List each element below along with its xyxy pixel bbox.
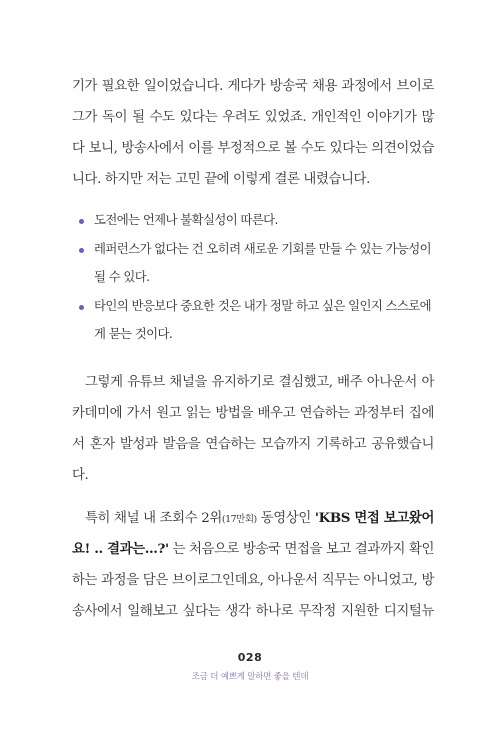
bullet-item [78, 206, 418, 234]
paragraph-2-line: 그렇게 유튜브 채널을 유지하기로 결심했고, 배주 아나운서 아 [85, 375, 434, 390]
bullet-line: 레퍼런스가 없다는 건 오히려 새로운 기회를 만들 수 있는 가능성이 [94, 241, 432, 256]
bullet-line: 될 수 있다. [94, 269, 150, 284]
bullet-dot-icon [79, 248, 84, 253]
paragraph-3-line [72, 503, 434, 534]
paragraph-3 [72, 503, 434, 627]
paragraph-1 [72, 71, 434, 195]
bullet-line: 타인의 반응보다 중요한 것은 내가 정말 하고 싶은 일인지 스스로에 [94, 298, 432, 313]
bullet-dot-icon [79, 219, 84, 224]
paragraph-1-line: 다 보니, 방송사에서 이를 부정적으로 볼 수도 있다는 의견이었습 [72, 141, 434, 156]
paragraph-1-line: 기가 필요한 일이었습니다. 게다가 방송국 채용 과정에서 브이로 [72, 79, 434, 94]
bullet-item [78, 292, 432, 348]
video-title-part-2: 요! .. 결과는...?' [72, 541, 169, 557]
paragraph-3-text: 는 처음으로 방송국 면접을 보고 결과까지 확인 [168, 542, 434, 557]
bullet-line: 도전에는 언제나 불확실성이 따른다. [94, 212, 278, 227]
paragraph-2 [72, 367, 434, 491]
bullet-item [78, 235, 432, 291]
book-title-footer: 조금 더 예쁘게 말하면 좋을 텐데 [191, 672, 309, 682]
paragraph-2-line: 카데미에 가서 원고 읽는 방법을 배우고 연습하는 과정부터 집에 [72, 406, 434, 421]
paragraph-3-line: 송사에서 일해보고 싶다는 생각 하나로 무작정 지원한 디지털뉴 [72, 604, 434, 619]
bullet-list [78, 206, 432, 348]
paragraph-2-line: 서 혼자 발성과 발음을 연습하는 모습까지 기록하고 공유했습니 [72, 437, 434, 452]
paragraph-3-text: 동영상인 [256, 511, 315, 526]
paragraph-3-line [72, 534, 434, 565]
bullet-dot-icon [79, 305, 84, 310]
paragraph-1-line: 그가 독이 될 수도 있다는 우려도 있었죠. 개인적인 이야기가 많 [72, 110, 434, 125]
bullet-line: 게 묻는 것이다. [94, 326, 173, 341]
paragraph-1-line: 니다. 하지만 저는 고민 끝에 이렇게 결론 내렸습니다. [72, 172, 370, 187]
paragraph-3-line: 하는 과정을 담은 브이로그인데요, 아나운서 직무는 아니었고, 방 [72, 573, 434, 588]
video-title-part-1: 'KBS 면접 보고왔어 [314, 510, 434, 526]
page-number: 028 [237, 651, 263, 664]
view-count-note: (17만회) [221, 514, 257, 525]
paragraph-3-text: 특히 채널 내 조회수 2위 [85, 511, 222, 526]
paragraph-2-line: 다. [72, 468, 89, 483]
